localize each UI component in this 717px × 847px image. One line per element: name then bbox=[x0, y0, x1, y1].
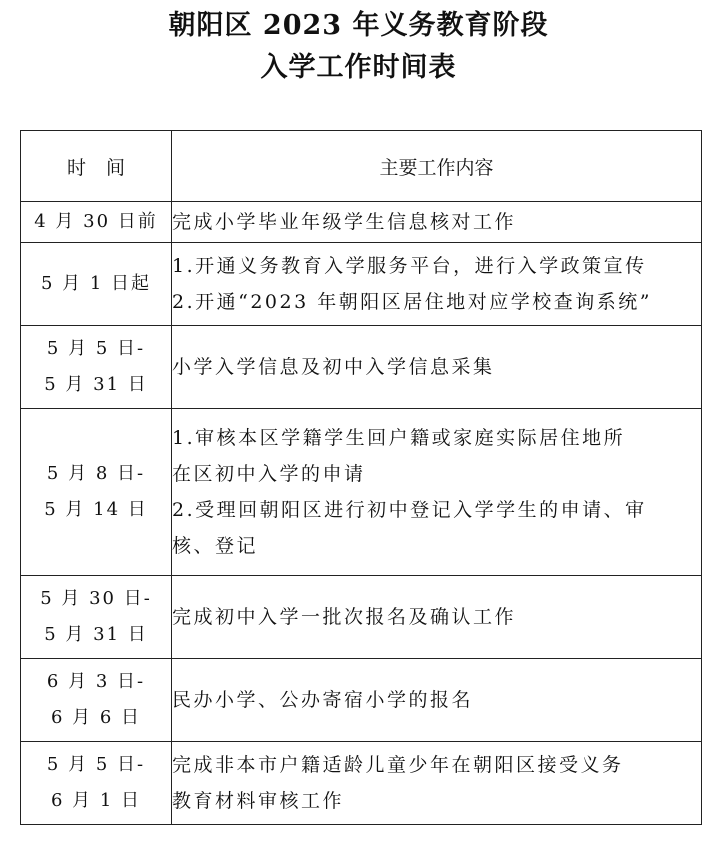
content-text: 完成非本市户籍适龄儿童少年在朝阳区接受义务 bbox=[172, 754, 624, 776]
content-text: 1.开通义务教育入学服务平台，进行入学政策宣传 bbox=[172, 255, 647, 277]
content-text: 在区初中入学的申请 bbox=[172, 463, 366, 485]
time-text: 5 月 8 日- bbox=[46, 463, 146, 484]
header-content: 主要工作内容 bbox=[172, 131, 702, 202]
content-cell bbox=[172, 409, 702, 576]
time-cell bbox=[21, 409, 172, 576]
table-row bbox=[21, 576, 702, 659]
content-cell bbox=[172, 202, 702, 243]
table-header-row bbox=[21, 131, 702, 202]
time-text: 5 月 5 日- bbox=[46, 338, 146, 359]
time-text: 5 月 1 日起 bbox=[40, 273, 152, 294]
content-text: 1.审核本区学籍学生回户籍或家庭实际居住地所 bbox=[172, 427, 626, 449]
content-cell bbox=[172, 243, 702, 326]
time-text: 4 月 30 日前 bbox=[34, 211, 158, 232]
schedule-table bbox=[20, 130, 702, 825]
table-row bbox=[21, 742, 702, 825]
content-cell bbox=[172, 742, 702, 825]
content-text: 核、登记 bbox=[172, 535, 259, 557]
time-text: 5 月 31 日 bbox=[44, 374, 148, 395]
content-cell bbox=[172, 659, 702, 742]
header-time: 时间 bbox=[21, 131, 172, 202]
table-row bbox=[21, 326, 702, 409]
content-text: 小学入学信息及初中入学信息采集 bbox=[172, 356, 495, 378]
content-text: 完成小学毕业年级学生信息核对工作 bbox=[172, 211, 517, 233]
time-text: 5 月 31 日 bbox=[44, 624, 148, 645]
table-row bbox=[21, 659, 702, 742]
content-text: 2.开通“2023 年朝阳区居住地对应学校查询系统” bbox=[172, 291, 652, 313]
content-cell bbox=[172, 326, 702, 409]
time-cell bbox=[21, 243, 172, 326]
time-text: 6 月 1 日 bbox=[50, 790, 142, 811]
time-cell bbox=[21, 742, 172, 825]
time-text: 6 月 6 日 bbox=[50, 707, 142, 728]
content-text: 2.受理回朝阳区进行初中登记入学学生的申请、审 bbox=[172, 499, 647, 521]
time-cell bbox=[21, 326, 172, 409]
content-cell bbox=[172, 576, 702, 659]
table-row bbox=[21, 243, 702, 326]
table-row bbox=[21, 409, 702, 576]
table-row bbox=[21, 202, 702, 243]
content-text: 完成初中入学一批次报名及确认工作 bbox=[172, 606, 517, 628]
document-title-line-1: 朝阳区 2023 年义务教育阶段 bbox=[168, 10, 549, 41]
time-text: 5 月 14 日 bbox=[44, 499, 148, 520]
time-text: 6 月 3 日- bbox=[46, 671, 146, 692]
time-cell bbox=[21, 202, 172, 243]
content-text: 民办小学、公办寄宿小学的报名 bbox=[172, 689, 474, 711]
content-text: 教育材料审核工作 bbox=[172, 790, 345, 812]
time-cell bbox=[21, 659, 172, 742]
document-title-line-2: 入学工作时间表 bbox=[260, 52, 457, 83]
time-text: 5 月 30 日- bbox=[40, 588, 152, 609]
time-text: 5 月 5 日- bbox=[46, 754, 146, 775]
time-cell bbox=[21, 576, 172, 659]
